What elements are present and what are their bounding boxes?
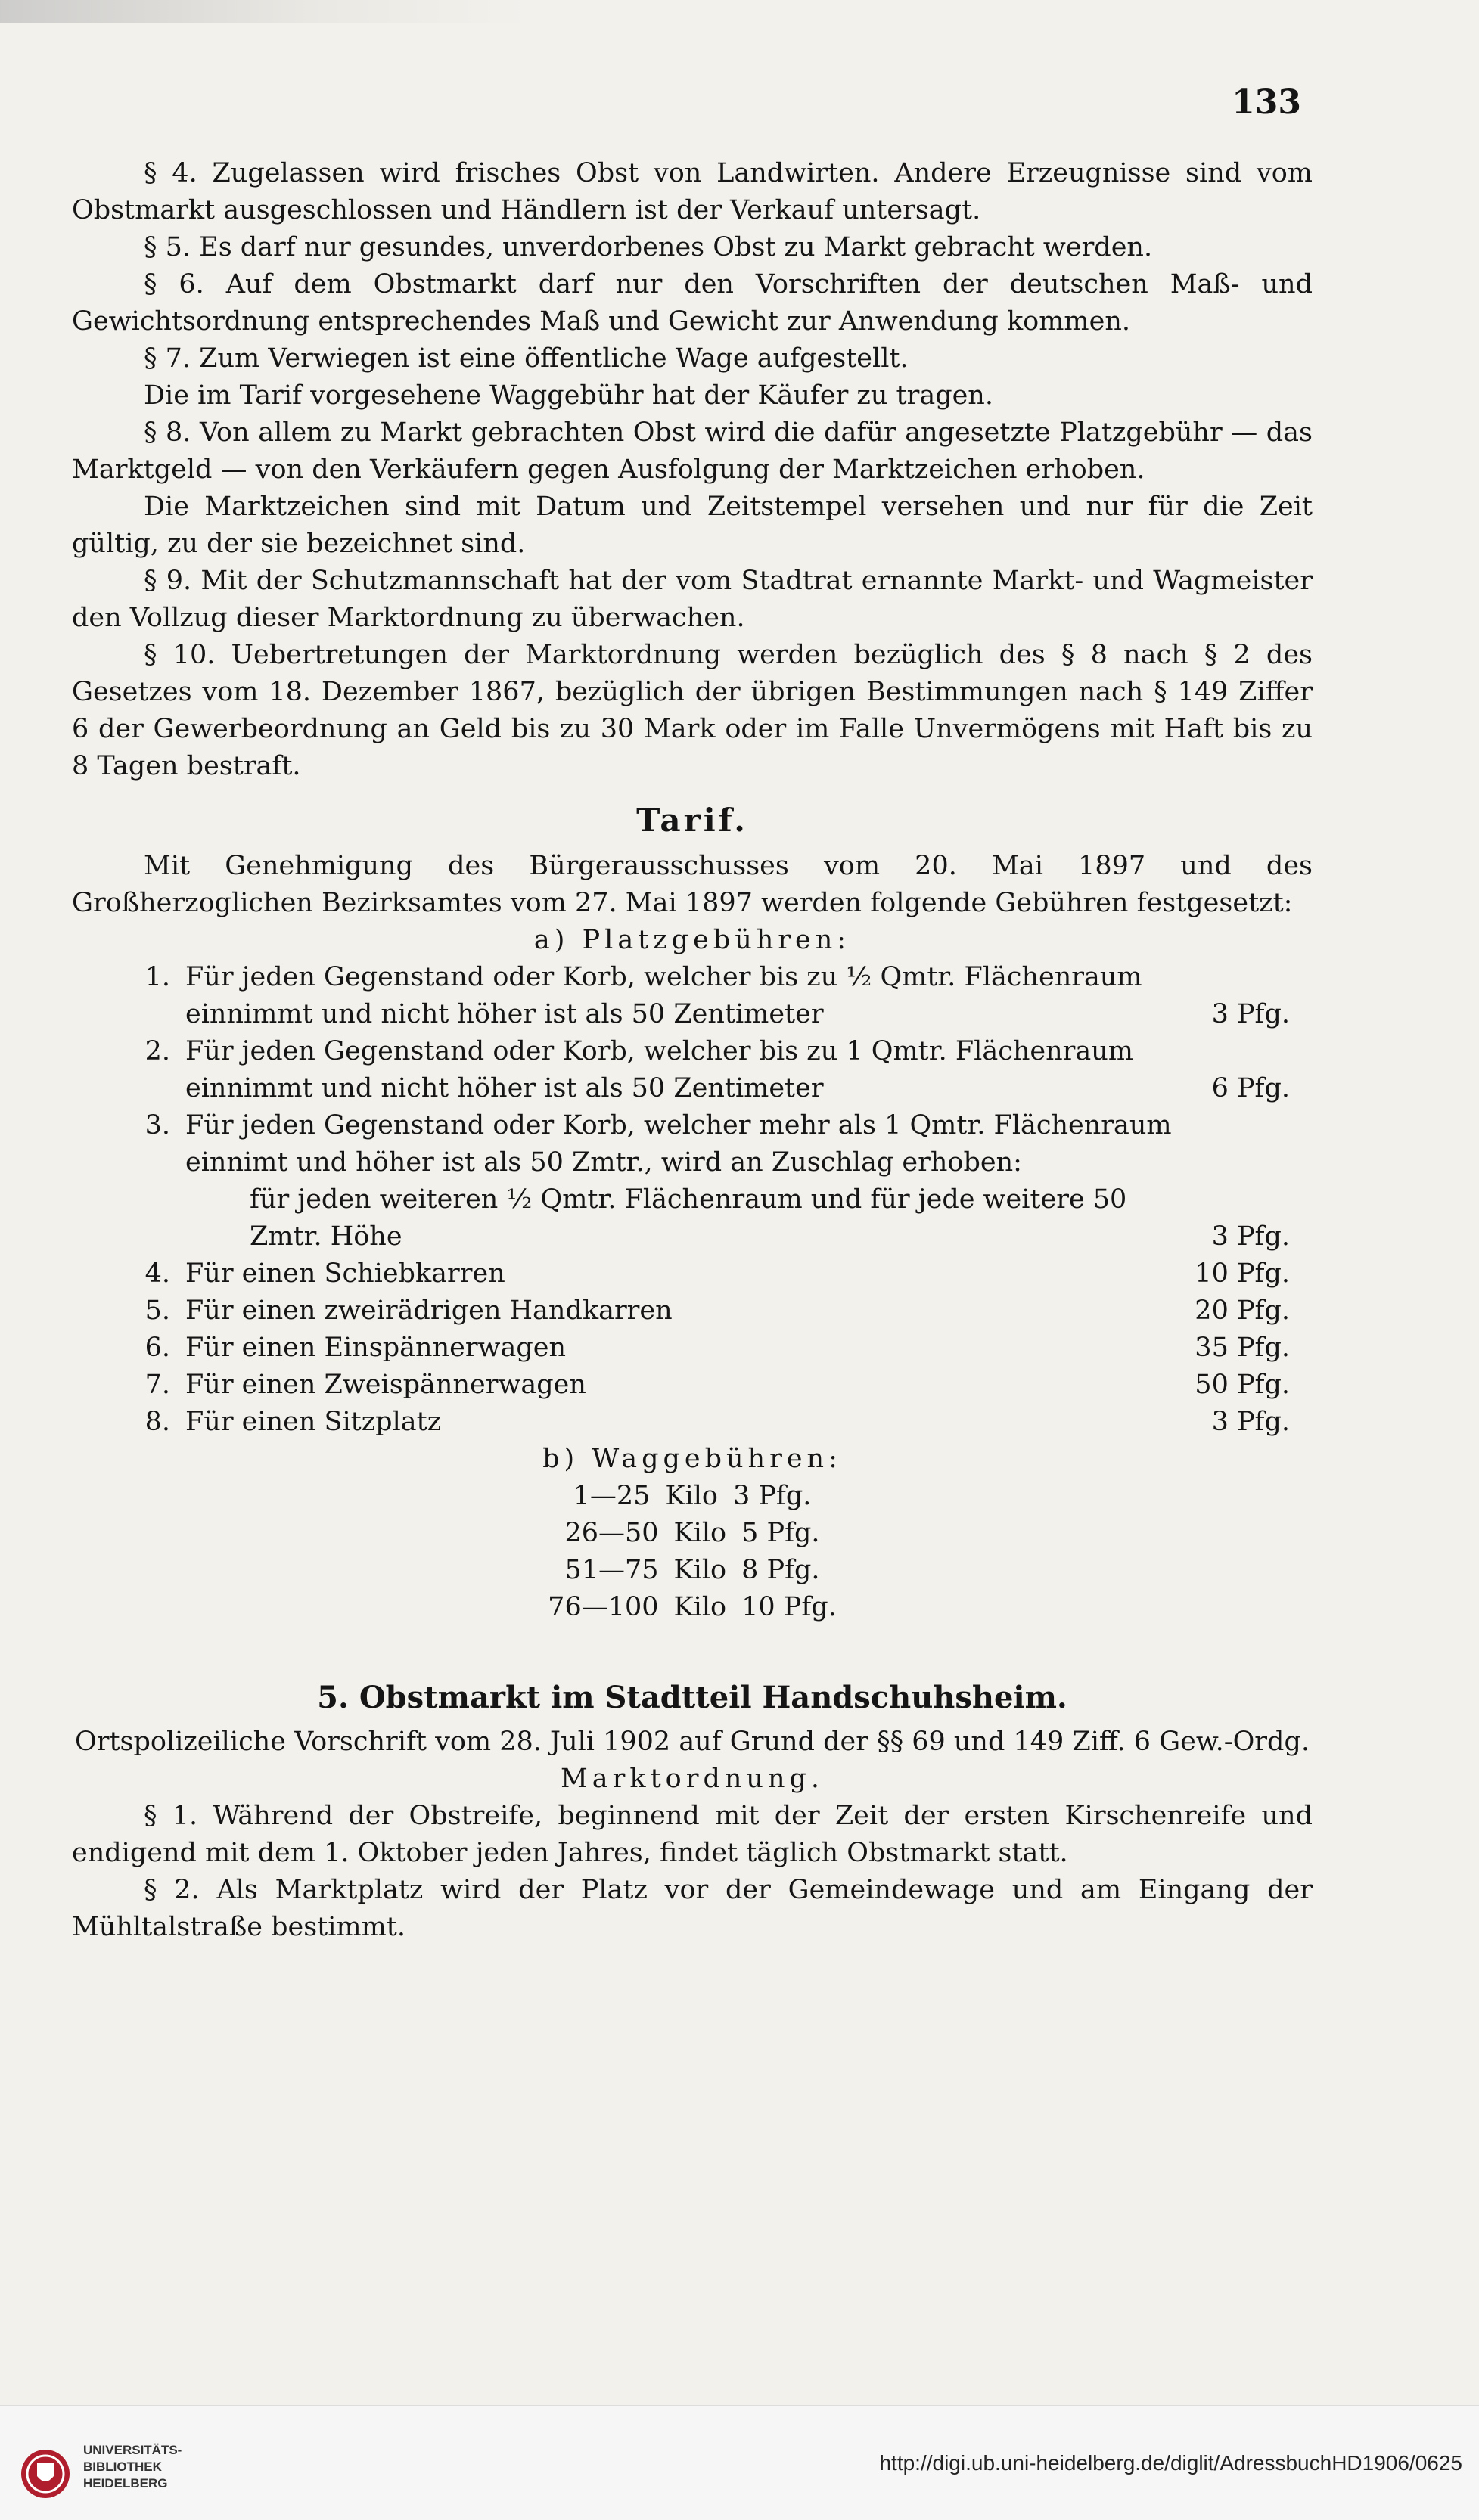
fee-number: 5. [144,1296,170,1326]
fee-description: Für einen Sitzplatz [185,1407,442,1437]
fee-item [72,1367,1313,1404]
fee-description: für jeden weiteren ½ Qmtr. Flächenraum und für jede weitere 50 Zmtr. Höhe [250,1184,1127,1252]
fee-price: 3 Pfg. [1211,1407,1290,1437]
page-number: 133 [1232,83,1301,122]
viewer-footer [0,2405,1479,2520]
section-5-paragraph-1: § 1. Während der Obstreife, beginnend mit der Zeit der ersten Kirschenreife und endigend mit dem 1. Oktober jeden Jahres, findet täglich Obstmarkt statt. [72,1801,1313,1868]
paragraph-7: § 7. Zum Verwiegen ist eine öffentliche Wage aufgestellt. [144,343,909,374]
fee-price: 50 Pfg. [1195,1370,1290,1400]
paragraph-6: § 6. Auf dem Obstmarkt darf nur den Vorschriften der deutschen Maß- und Gewichtsordnung entsprechendes Maß und Gewicht zur Anwendung kommen. [72,269,1313,337]
weight-unit: Kilo [665,1481,718,1511]
fee-item [72,1033,1313,1107]
scan-edge-artifact [0,0,530,23]
waggebuehren-heading: b) Waggebühren: [542,1444,842,1474]
tarif-intro: Mit Genehmigung des Bürgerausschusses vom 20. Mai 1897 und des Großherzoglichen Bezirksamtes vom 27. Mai 1897 werden folgende Gebühren festgesetzt: [72,851,1313,918]
weight-price: 3 Pfg. [732,1481,812,1511]
page-body [72,155,1313,1946]
fee-number: 8. [144,1407,170,1437]
fee-description: Für einen Schiebkarren [185,1258,505,1289]
fee-item [72,1107,1313,1181]
paragraph-8-cont: Die Marktzeichen sind mit Datum und Zeitstempel versehen und nur für die Zeit gültig, zu der sie bezeichnet sind. [72,492,1313,559]
marktordnung-heading: Marktordnung. [560,1764,825,1794]
weight-unit: Kilo [673,1518,727,1548]
fee-number: 4. [144,1258,170,1289]
fee-item [72,1293,1313,1330]
fee-price: 10 Pfg. [1195,1258,1290,1289]
platzgebuehren-heading: a) Platzgebühren: [533,925,851,955]
library-line: BIBLIOTHEK [83,2459,162,2474]
library-name [83,2442,182,2492]
library-line: HEIDELBERG [83,2476,168,2491]
fee-price: 20 Pfg. [1195,1296,1290,1326]
fee-price: 6 Pfg. [1211,1073,1290,1103]
fee-item [72,959,1313,1033]
fee-item [72,1255,1313,1293]
fee-description: Für einen Einspännerwagen [185,1333,567,1363]
fee-description: Für jeden Gegenstand oder Korb, welcher mehr als 1 Qmtr. Flächenraum einnimt und höher ist als 50 Zmtr., wird an Zuschlag erhoben: [185,1110,1172,1178]
fee-number: 6. [144,1333,170,1363]
paragraph-8: § 8. Von allem zu Markt gebrachten Obst wird die dafür angesetzte Platzgebühr — das Marktgeld — von den Verkäufern gegen Ausfolgung der Marktzeichen erhoben. [72,417,1313,485]
weighing-row [496,1478,889,1515]
university-seal-icon [19,2447,72,2500]
source-url-link[interactable]: http://digi.ub.uni-heidelberg.de/diglit/AdressbuchHD1906/0625 [879,2451,1462,2475]
weight-range: 26—50 [564,1518,659,1548]
fee-description: Für einen Zweispännerwagen [185,1370,586,1400]
weight-price: 5 Pfg. [741,1518,820,1548]
weight-unit: Kilo [673,1592,727,1622]
fee-price: 35 Pfg. [1195,1333,1290,1363]
weight-range: 51—75 [564,1555,659,1585]
weighing-row [496,1515,889,1552]
section-5-paragraph-2: § 2. Als Marktplatz wird der Platz vor der Gemeindewage und am Eingang der Mühltalstraße bestimmt. [72,1875,1313,1942]
fee-list [72,959,1313,1441]
fee-number: 7. [144,1370,170,1400]
fee-description: Für jeden Gegenstand oder Korb, welcher bis zu ½ Qmtr. Flächenraum einnimmt und nicht höher ist als 50 Zentimeter [185,962,1142,1029]
paragraph-7-cont: Die im Tarif vorgesehene Waggebühr hat der Käufer zu tragen. [144,380,993,411]
fee-description: Für jeden Gegenstand oder Korb, welcher bis zu 1 Qmtr. Flächenraum einnimmt und nicht höher ist als 50 Zentimeter [185,1036,1133,1103]
fee-number: 1. [144,962,170,992]
weight-range: 76—100 [548,1592,659,1622]
section-5-heading: 5. Obstmarkt im Stadtteil Handschuhsheim. [317,1680,1067,1715]
section-5-subtitle: Ortspolizeiliche Vorschrift vom 28. Juli 1902 auf Grund der §§ 69 und 149 Ziff. 6 Gew.-Ordg. [75,1727,1310,1757]
paragraph-10: § 10. Uebertretungen der Marktordnung werden bezüglich des § 8 nach § 2 des Gesetzes vom 18. Dezember 1867, bezüglich der übrigen Bestimmungen nach § 149 Ziffer 6 der Gewerbeordnung an Geld bis zu 30 Mark oder im Falle Unvermögens mit Haft bis zu 8 Tagen bestraft. [72,640,1313,781]
weight-price: 8 Pfg. [741,1555,820,1585]
fee-price: 3 Pfg. [1211,1221,1290,1252]
weight-range: 1—25 [573,1481,651,1511]
fee-number: 3. [144,1110,170,1141]
paragraph-4: § 4. Zugelassen wird frisches Obst von Landwirten. Andere Erzeugnisse sind vom Obstmarkt ausgeschlossen und Händlern ist der Verkauf untersagt. [72,158,1313,225]
weighing-row [496,1552,889,1589]
weight-unit: Kilo [673,1555,727,1585]
library-line: UNIVERSITÄTS- [83,2443,182,2457]
weighing-row [496,1589,889,1626]
fee-description: Für einen zweirädrigen Handkarren [185,1296,673,1326]
tarif-heading: Tarif. [636,802,748,839]
weight-price: 10 Pfg. [741,1592,837,1622]
weighing-fee-table [496,1478,889,1626]
fee-item-surcharge [72,1181,1313,1255]
fee-item [72,1404,1313,1441]
fee-price: 3 Pfg. [1211,999,1290,1029]
paragraph-5: § 5. Es darf nur gesundes, unverdorbenes Obst zu Markt gebracht werden. [144,232,1153,262]
fee-item [72,1330,1313,1367]
paragraph-9: § 9. Mit der Schutzmannschaft hat der vom Stadtrat ernannte Markt- und Wagmeister den Vollzug dieser Marktordnung zu überwachen. [72,566,1313,633]
fee-number: 2. [144,1036,170,1066]
